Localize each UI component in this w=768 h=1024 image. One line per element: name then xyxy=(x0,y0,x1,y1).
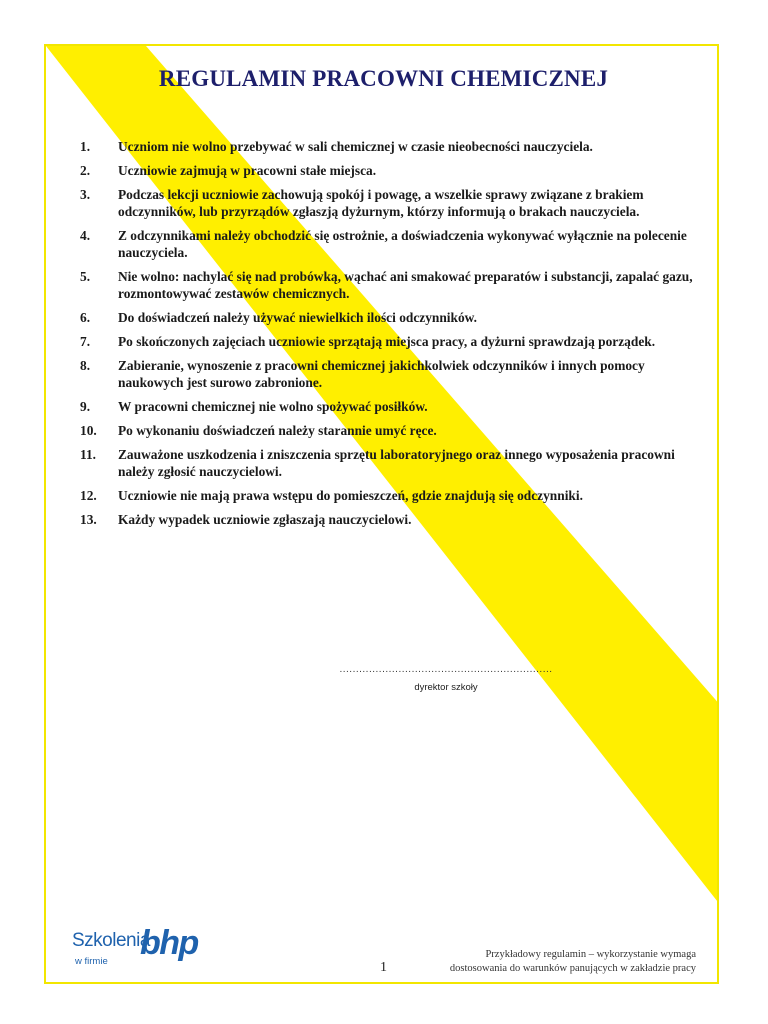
rule-number: 10. xyxy=(80,423,97,438)
rule-number: 3. xyxy=(80,187,91,202)
list-item xyxy=(80,309,706,326)
logo-sub-text: w firmie xyxy=(75,956,108,967)
list-item xyxy=(80,422,706,439)
rule-text: Z odczynnikami należy obchodzić się ostrożnie, a doświadczenia wykonywać wyłącznie na polecenie nauczyciela. xyxy=(118,228,687,260)
page-frame xyxy=(44,44,719,984)
rule-text: Uczniom nie wolno przebywać w sali chemicznej w czasie nieobecności nauczyciela. xyxy=(118,139,593,154)
list-item xyxy=(80,227,706,261)
rule-number: 5. xyxy=(80,269,91,284)
list-item xyxy=(80,511,706,528)
rule-text: W pracowni chemicznej nie wolno spożywać posiłków. xyxy=(118,399,428,414)
rule-number: 6. xyxy=(80,310,91,325)
rule-number: 12. xyxy=(80,488,97,503)
rule-text: Po skończonych zajęciach uczniowie sprzątają miejsca pracy, a dyżurni sprawdzają porządek. xyxy=(118,334,656,349)
document-title: REGULAMIN PRACOWNI CHEMICZNEJ xyxy=(158,66,609,91)
rule-text: Do doświadczeń należy używać niewielkich ilości odczynników. xyxy=(118,310,477,325)
rule-text: Zauważone uszkodzenia i zniszczenia sprzętu laboratoryjnego oraz innego wyposażenia pracowni należy zgłosić nauczycielowi. xyxy=(118,447,675,479)
list-item xyxy=(80,446,706,480)
list-item xyxy=(80,186,706,220)
rule-text: Uczniowie zajmują w pracowni stałe miejsca. xyxy=(118,163,377,178)
rule-text: Każdy wypadek uczniowie zgłaszają nauczycielowi. xyxy=(118,512,412,527)
rule-text: Podczas lekcji uczniowie zachowują spokój i powagę, a wszelkie sprawy związane z brakiem odczynników, lub przyrządów zgłaszją dyżurnym, którzy informują o brakach nauczyciela. xyxy=(118,187,644,219)
footnote-line-1: Przykładowy regulamin – wykorzystanie wymaga xyxy=(485,949,696,960)
rules-list xyxy=(80,138,706,535)
rule-text: Uczniowie nie mają prawa wstępu do pomieszczeń, gdzie znajdują się odczynniki. xyxy=(118,488,583,503)
footnote-line-2: dostosowania do warunków panujących w zakładzie pracy xyxy=(449,963,696,974)
signature-label: dyrektor szkoły xyxy=(414,682,478,693)
page-number: 1 xyxy=(380,960,387,975)
list-item xyxy=(80,138,706,155)
logo-main-text: Szkolenia xyxy=(72,930,150,951)
rule-number: 1. xyxy=(80,139,91,154)
list-item xyxy=(80,487,706,504)
footnote xyxy=(426,948,696,976)
rule-text: Zabieranie, wynoszenie z pracowni chemicznej jakichkolwiek odczynników i innych pomocy naukowych jest surowo zabronione. xyxy=(118,358,645,390)
rule-number: 7. xyxy=(80,334,91,349)
rule-text: Nie wolno: nachylać się nad probówką, wąchać ani smakować preparatów i substancji, zapalać gazu, rozmontowywać zestawów chemicznych. xyxy=(118,269,693,301)
list-item xyxy=(80,333,706,350)
rule-number: 13. xyxy=(80,512,97,527)
rule-text: Po wykonaniu doświadczeń należy starannie umyć ręce. xyxy=(118,423,437,438)
rule-number: 9. xyxy=(80,399,91,414)
rule-number: 4. xyxy=(80,228,91,243)
list-item xyxy=(80,357,706,391)
szkolenia-bhp-logo xyxy=(72,926,202,970)
rule-number: 8. xyxy=(80,358,91,373)
logo-bhp-text: bhp xyxy=(140,924,198,962)
list-item xyxy=(80,268,706,302)
rule-number: 11. xyxy=(80,447,96,462)
rule-number: 2. xyxy=(80,163,91,178)
signature-line: ................................................................. xyxy=(339,664,553,675)
list-item xyxy=(80,162,706,179)
list-item xyxy=(80,398,706,415)
